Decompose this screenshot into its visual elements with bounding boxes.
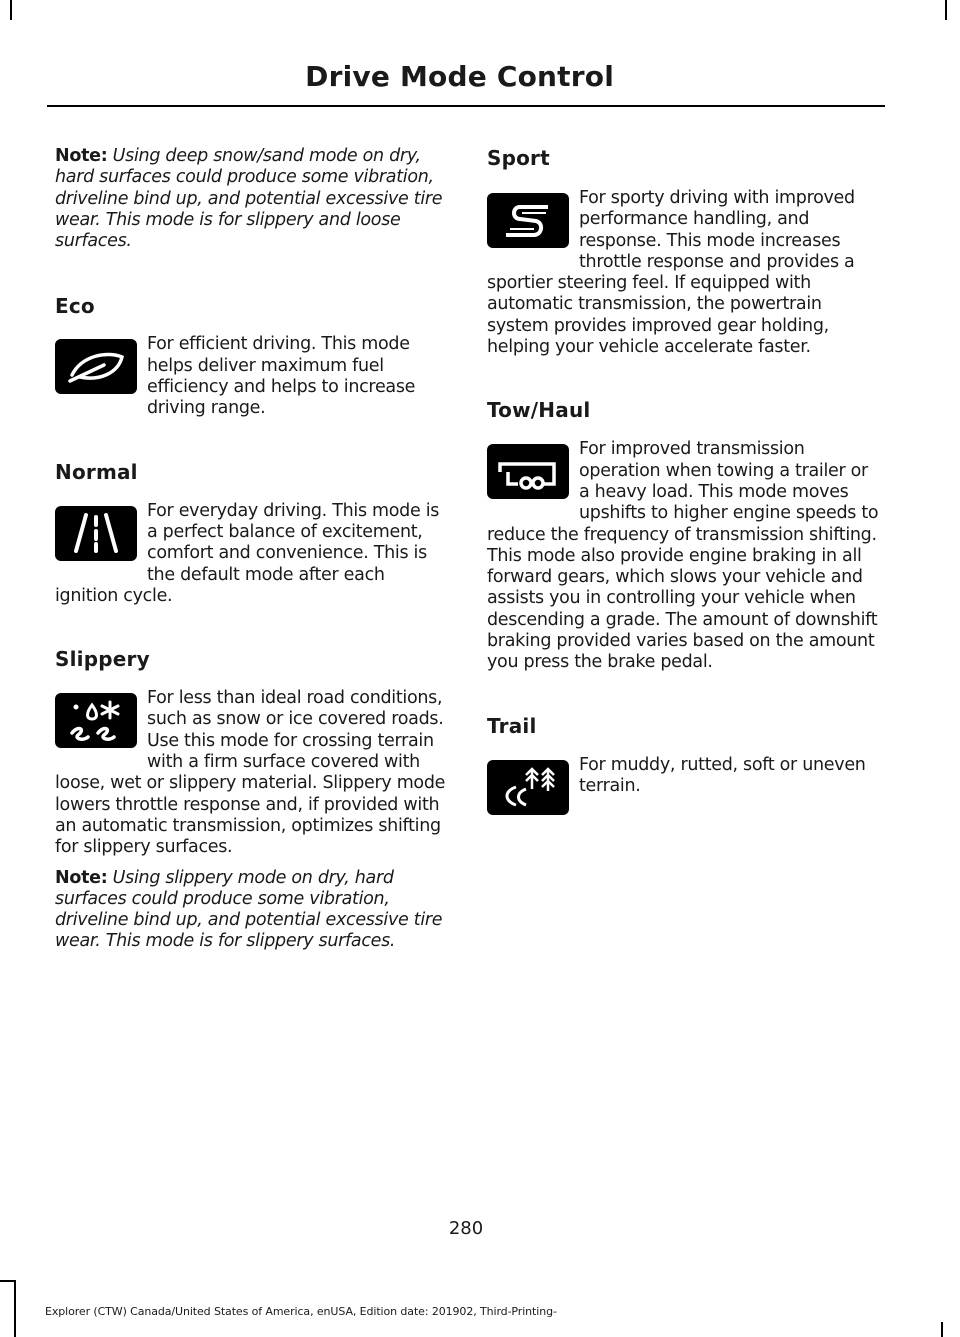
note-label: Note: [55,146,108,166]
slippery-road-icon [55,693,137,748]
crop-mark-top-right [945,0,947,20]
heading-sport: Sport [487,146,550,170]
eco-description: For efficient driving. This mode helps deliver maximum fuel efficiency and helps to increase driving range. [147,334,416,419]
sport-s-icon [487,193,569,248]
edition-footer: Explorer (CTW) Canada/United States of America, enUSA, Edition date: 201902, Third-Printing- [45,1305,557,1318]
note-deep-snow [55,146,447,252]
normal-description: For everyday driving. This mode is a perfect balance of excitement, comfort and convenience. This is the default mode after each ignition cycle. [55,500,440,606]
trail-description: For muddy, rutted, soft or uneven terrain. [579,754,866,796]
heading-eco: Eco [55,294,95,319]
crop-mark-bottom-right [941,1322,943,1337]
normal-section [55,501,447,607]
header-rule [47,105,885,107]
slippery-description: For less than ideal road conditions, such as snow or ice covered roads. Use this mode for crossing terrain with a firm surface covered with loose, wet or slippery material. Slippery mode lowers throttle response and, if provided with an automatic transmission, optimizes shifting for slippery surfaces. [55,688,446,858]
eco-leaf-icon [55,339,137,394]
heading-slippery: Slippery [55,647,150,672]
heading-tow-haul: Tow/Haul [487,398,591,423]
tow-haul-section [487,439,879,673]
crop-mark-bottom-left-v [14,1280,16,1337]
page-number: 280 [448,1218,484,1239]
right-column [487,146,879,819]
crop-mark-top-left [10,0,12,20]
normal-road-icon [55,506,137,561]
note-label: Note: [55,867,108,888]
slippery-section [55,688,447,858]
tow-haul-description: For improved transmission operation when towing a trailer or a heavy load. This mode moves upshifts to higher engine speeds to reduce the frequency of transmission shifting. This mode also provide engine braking in all forward gears, which slows your vehicle and assists you in controlling your vehicle when descending a grade. The amount of downshift braking provided varies based on the amount you press the brake pedal. [487,439,879,673]
trail-section [487,755,879,819]
tow-haul-trailer-icon [487,444,569,499]
heading-trail: Trail [487,713,537,738]
note-text: Using slippery mode on dry, hard surfaces could produce some vibration, driveline bind up, and potential excessive tire wear. This mode is for slippery surfaces. [55,867,443,952]
sport-description: For sporty driving with improved performance handling, and response. This mode increases throttle response and provides a sportier steering feel. If equipped with automatic transmission, the powertrain system provides improved gear holding, helping your vehicle accelerate faster. [487,188,855,358]
trail-trees-icon [487,760,569,815]
heading-normal: Normal [55,459,138,484]
note-text: Using deep snow/sand mode on dry, hard surfaces could produce some vibration, driveline bind up, and potential excessive tire wear. This mode is for slippery and loose surfaces. [55,146,443,252]
page-title: Drive Mode Control [305,60,614,93]
sport-section [487,188,879,358]
left-column [55,146,447,953]
note-slippery [55,868,447,953]
eco-section [55,334,447,419]
